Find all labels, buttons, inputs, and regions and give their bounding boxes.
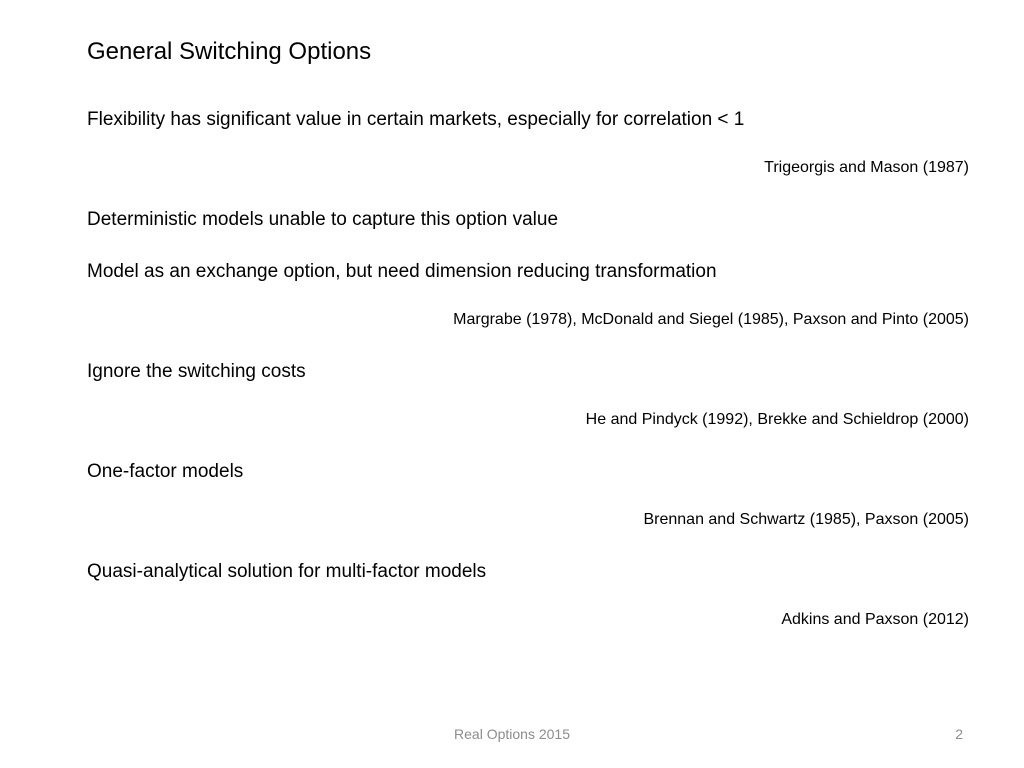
citation-brennan-schwartz-paxson: Brennan and Schwartz (1985), Paxson (2005) [643, 511, 969, 528]
point-one-factor-models: One-factor models [87, 461, 244, 482]
page-number: 2 [955, 726, 963, 742]
citation-he-pindyck-brekke: He and Pindyck (1992), Brekke and Schieldrop (2000) [585, 411, 969, 428]
citation-trigeorgis-mason: Trigeorgis and Mason (1987) [764, 159, 969, 176]
slide-title: General Switching Options [87, 38, 372, 65]
point-exchange-option: Model as an exchange option, but need dimension reducing transformation [87, 261, 717, 282]
footer-label: Real Options 2015 [454, 726, 570, 742]
citation-adkins-paxson: Adkins and Paxson (2012) [781, 611, 969, 628]
point-flexibility: Flexibility has significant value in certain markets, especially for correlation < 1 [87, 109, 745, 130]
point-deterministic-models: Deterministic models unable to capture this option value [87, 209, 559, 230]
point-quasi-analytical: Quasi-analytical solution for multi-factor models [87, 561, 487, 582]
slide-content [87, 106, 969, 658]
point-ignore-switching-costs: Ignore the switching costs [87, 361, 306, 382]
citation-margrabe-mcdonald-paxson: Margrabe (1978), McDonald and Siegel (1985), Paxson and Pinto (2005) [453, 311, 969, 328]
